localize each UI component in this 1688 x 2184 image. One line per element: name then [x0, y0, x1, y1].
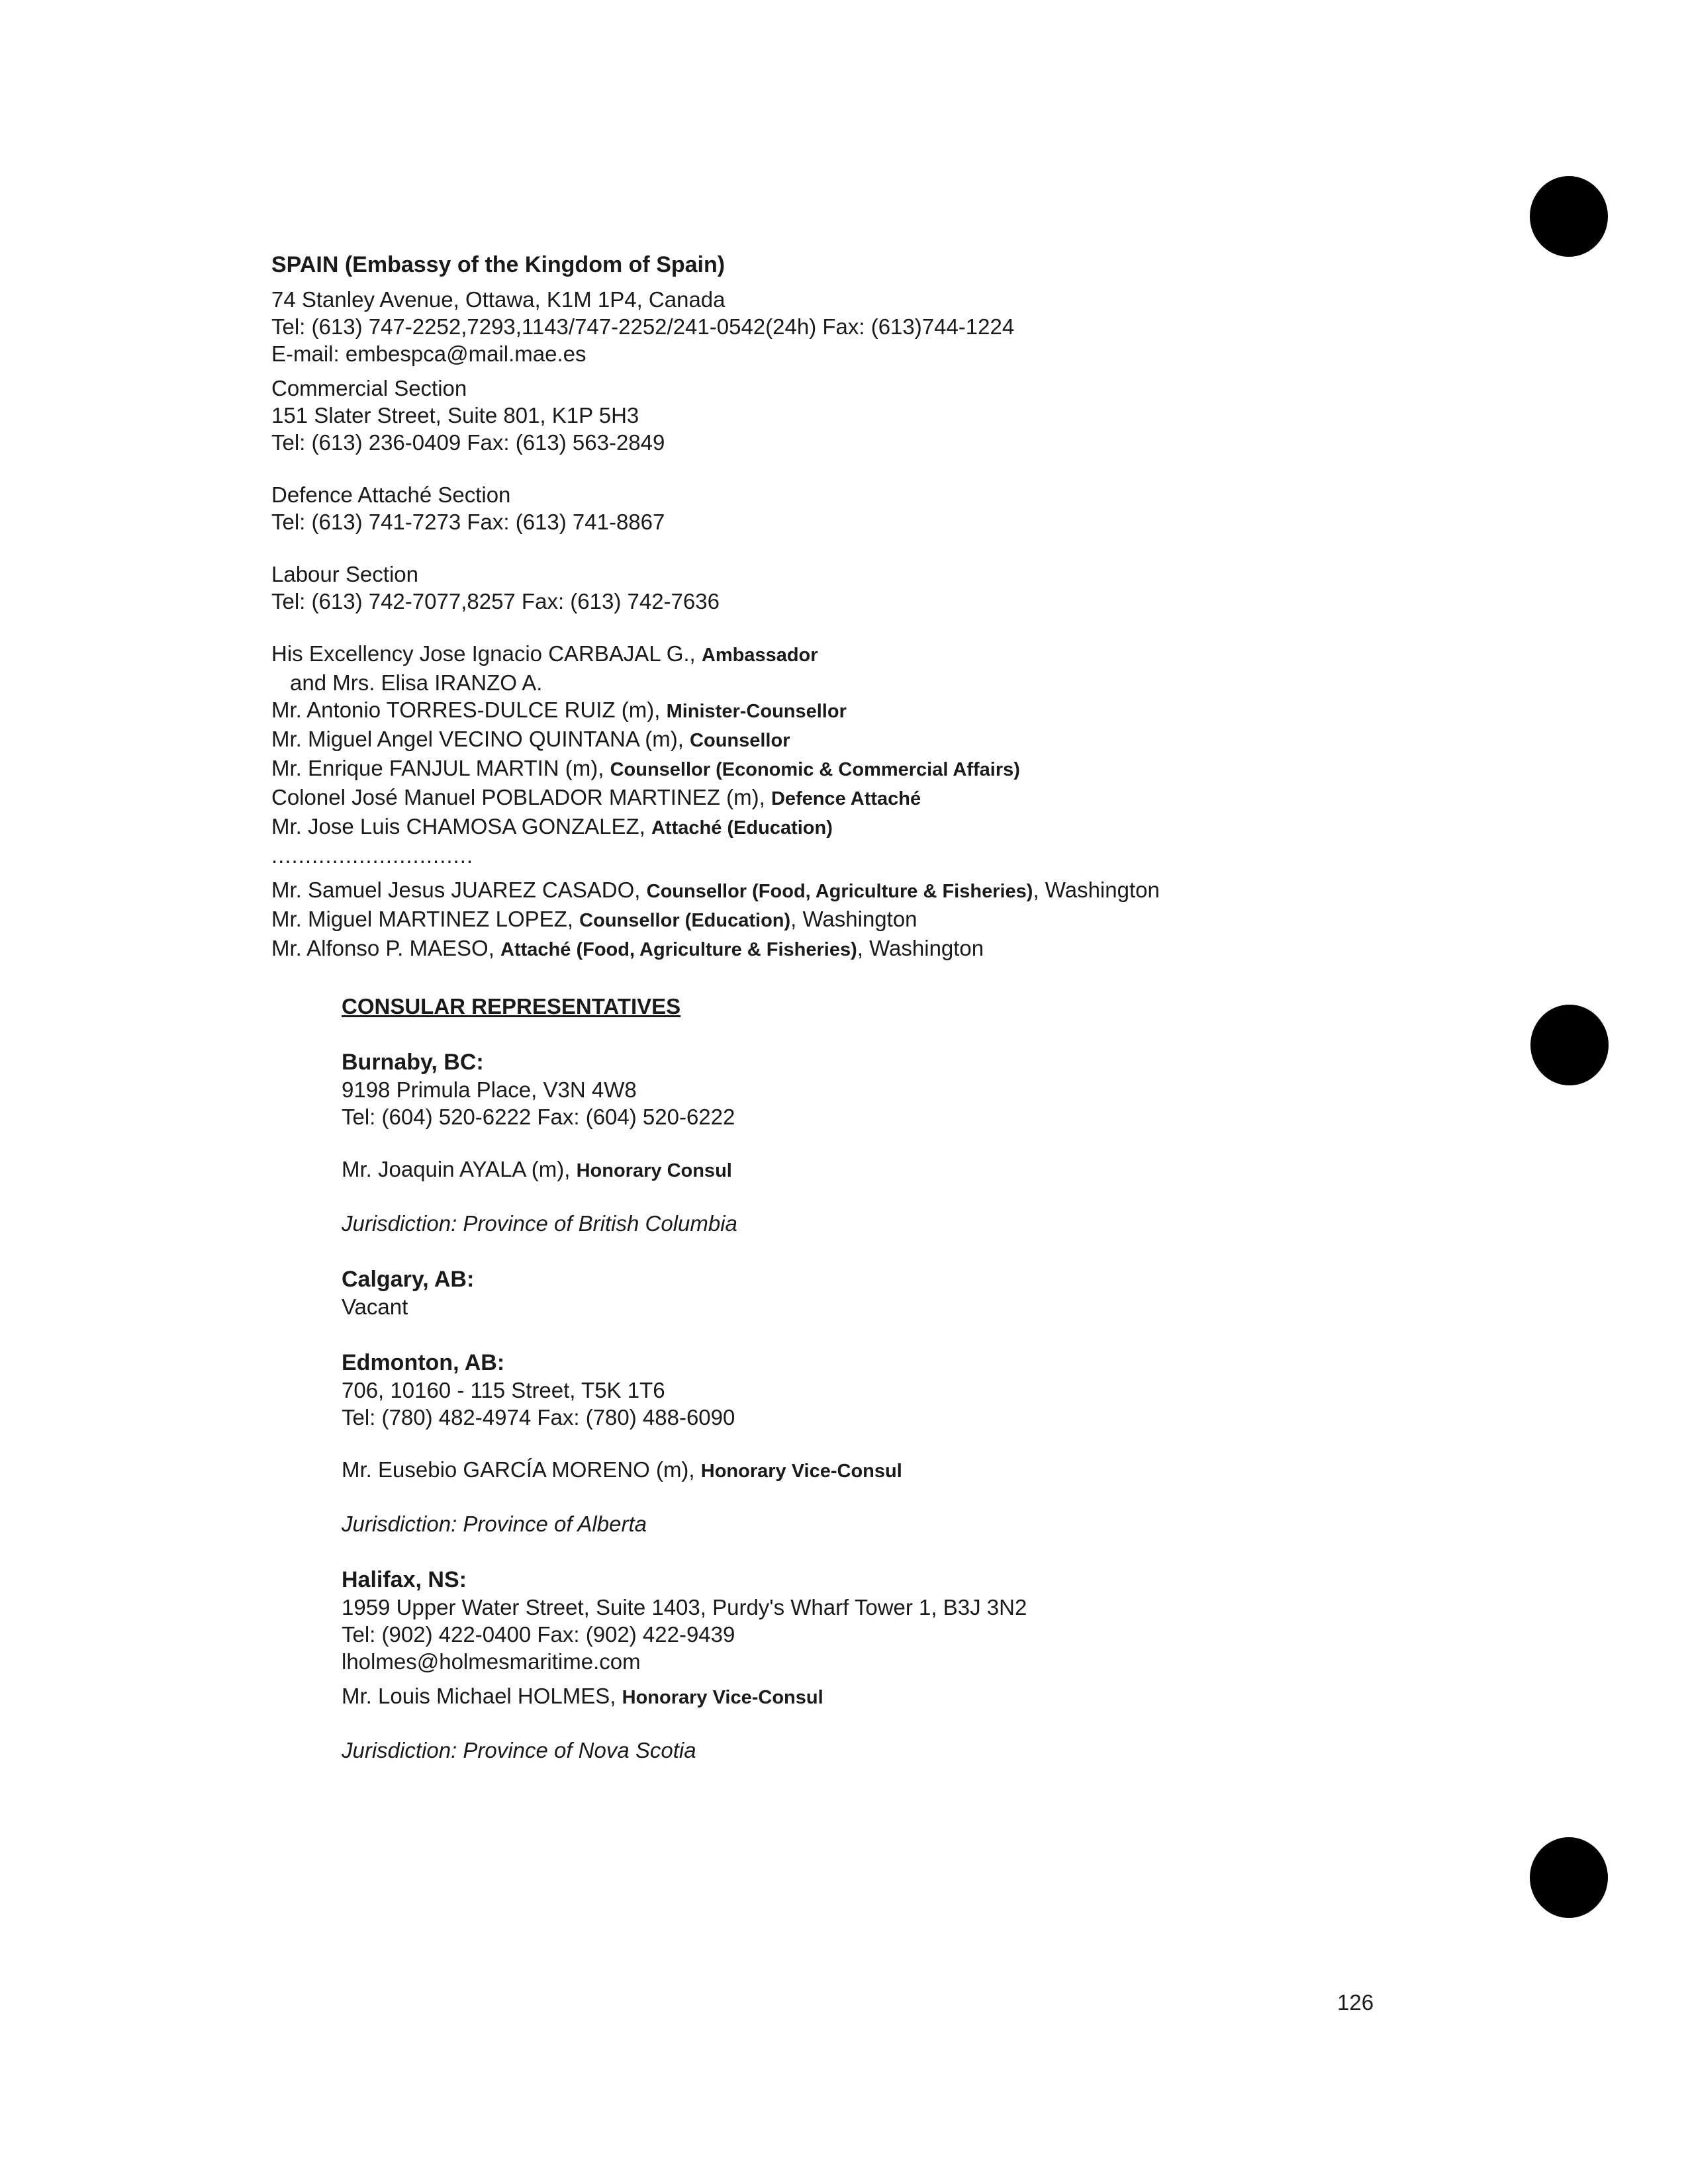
consulate-city: Halifax, NS: [342, 1567, 467, 1592]
consulate-tel-fax: Tel: (604) 520-6222 Fax: (604) 520-6222 [342, 1105, 735, 1129]
embassy-email: E-mail: embespca@mail.mae.es [271, 341, 586, 366]
labour-section-tel-fax: Tel: (613) 742-7077,8257 Fax: (613) 742-7636 [271, 589, 720, 614]
staff-entry [271, 640, 1529, 669]
staff-name: Mr. Samuel Jesus JUAREZ CASADO, [271, 878, 647, 902]
staff-entry [271, 876, 1529, 905]
staff-entry [271, 696, 1529, 725]
staff-entry [271, 669, 1529, 696]
staff-entry [271, 905, 1529, 934]
consular-section [342, 993, 1500, 1764]
staff-name: and Mrs. Elisa IRANZO A. [290, 670, 543, 695]
staff-name: Mr. Jose Luis CHAMOSA GONZALEZ, [271, 814, 651, 839]
defence-section-tel-fax: Tel: (613) 741-7273 Fax: (613) 741-8867 [271, 510, 665, 534]
consulate-city: Burnaby, BC: [342, 1050, 484, 1075]
consulate-address: 706, 10160 - 115 Street, T5K 1T6 [342, 1378, 665, 1402]
staff-title: Ambassador [701, 645, 818, 666]
staff-entry [271, 784, 1529, 813]
embassy-section [271, 251, 1529, 964]
staff-name: Mr. Antonio TORRES-DULCE RUIZ (m), [271, 698, 667, 722]
staff-name: Mr. Alfonso P. MAESO, [271, 936, 501, 960]
labour-section-heading: Labour Section [271, 562, 418, 586]
staff-entry [271, 813, 1529, 842]
staff-location: , Washington [790, 907, 917, 931]
consulate-edmonton [342, 1349, 1500, 1537]
embassy-title: SPAIN (Embassy of the Kingdom of Spain) [271, 252, 726, 277]
staff-name: Mr. Enrique FANJUL MARTIN (m), [271, 756, 610, 780]
commercial-section-address: 151 Slater Street, Suite 801, K1P 5H3 [271, 403, 639, 428]
consulate-status: Vacant [342, 1295, 408, 1319]
staff-location: , Washington [857, 936, 984, 960]
consulate-burnaby [342, 1049, 1500, 1237]
staff-title: Attaché (Food, Agriculture & Fisheries) [500, 939, 857, 960]
consulate-representative [342, 1682, 1500, 1711]
consulate-address: 9198 Primula Place, V3N 4W8 [342, 1077, 637, 1102]
staff-name: Colonel José Manuel POBLADOR MARTINEZ (m), [271, 785, 771, 809]
consulate-city: Edmonton, AB: [342, 1350, 505, 1375]
commercial-section-heading: Commercial Section [271, 376, 467, 400]
representative-title: Honorary Vice-Consul [700, 1461, 902, 1482]
consulate-address: 1959 Upper Water Street, Suite 1403, Purdy's Wharf Tower 1, B3J 3N2 [342, 1595, 1027, 1619]
representative-name: Mr. Eusebio GARCÍA MORENO (m), [342, 1457, 701, 1482]
embassy-address: 74 Stanley Avenue, Ottawa, K1M 1P4, Canada [271, 287, 726, 312]
consulate-tel-fax: Tel: (780) 482-4974 Fax: (780) 488-6090 [342, 1405, 735, 1430]
representative-title: Honorary Consul [576, 1160, 732, 1181]
representative-title: Honorary Vice-Consul [622, 1687, 823, 1708]
staff-name: Mr. Miguel Angel VECINO QUINTANA (m), [271, 727, 690, 751]
staff-location: , Washington [1033, 878, 1160, 902]
punch-hole-top [1530, 176, 1608, 257]
staff-name: Mr. Miguel MARTINEZ LOPEZ, [271, 907, 580, 931]
consulate-jurisdiction: Jurisdiction: Province of British Columbia [342, 1211, 737, 1236]
consulate-jurisdiction: Jurisdiction: Province of Nova Scotia [342, 1738, 696, 1762]
representative-name: Mr. Joaquin AYALA (m), [342, 1157, 577, 1181]
staff-list [271, 640, 1529, 842]
consulate-halifax [342, 1567, 1500, 1764]
punch-hole-bottom [1530, 1837, 1608, 1918]
consulate-representative [342, 1456, 1500, 1485]
representative-name: Mr. Louis Michael HOLMES, [342, 1684, 622, 1708]
consulate-jurisdiction: Jurisdiction: Province of Alberta [342, 1512, 647, 1536]
staff-title: Counsellor [690, 730, 790, 751]
page-number: 126 [1337, 1990, 1374, 2015]
staff-title: Minister-Counsellor [666, 701, 847, 722]
staff-title: Counsellor (Food, Agriculture & Fisheries) [646, 881, 1033, 902]
punch-hole-middle [1530, 1005, 1609, 1085]
staff-entry [271, 754, 1529, 784]
staff-title: Counsellor (Education) [579, 910, 791, 931]
consular-heading: CONSULAR REPRESENTATIVES [342, 994, 681, 1019]
consulate-tel-fax: Tel: (902) 422-0400 Fax: (902) 422-9439 [342, 1622, 735, 1647]
staff-entry [271, 725, 1529, 754]
separator-dots: .............................. [271, 843, 474, 868]
commercial-section-tel-fax: Tel: (613) 236-0409 Fax: (613) 563-2849 [271, 430, 665, 455]
staff-title: Attaché (Education) [651, 817, 833, 839]
consulate-email: lholmes@holmesmaritime.com [342, 1649, 641, 1674]
staff-title: Counsellor (Economic & Commercial Affairs) [610, 759, 1020, 780]
defence-section-heading: Defence Attaché Section [271, 482, 511, 507]
consulate-city: Calgary, AB: [342, 1267, 475, 1292]
embassy-tel-fax: Tel: (613) 747-2252,7293,1143/747-2252/241-0542(24h) Fax: (613)744-1224 [271, 314, 1015, 339]
staff-entry [271, 934, 1529, 964]
staff-name: His Excellency Jose Ignacio CARBAJAL G., [271, 641, 702, 666]
washington-staff-list [271, 876, 1529, 964]
consulate-representative [342, 1156, 1500, 1185]
consulate-calgary [342, 1266, 1500, 1320]
staff-title: Defence Attaché [771, 788, 921, 809]
